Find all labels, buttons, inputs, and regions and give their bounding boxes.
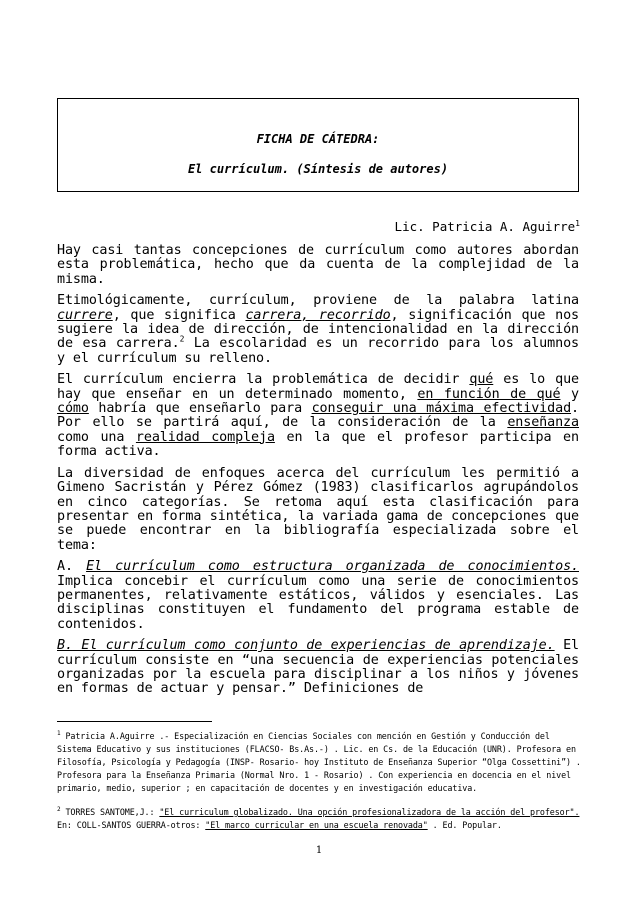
text-run: es lo que hay que enseñar en un determinado momento, [57, 372, 580, 402]
text-run: El currículum encierra la problemática de decidir [57, 372, 470, 388]
underlined-realidad: realidad compleja [135, 429, 275, 445]
text-run: Etimológicamente, currículum, proviene de la palabra latina [57, 293, 579, 309]
footnote-2 [57, 803, 581, 832]
author-name: Lic. Patricia A. Aguirre [394, 219, 576, 234]
underlined-ensenanza: enseñanza [507, 415, 579, 431]
footnotes [57, 727, 581, 840]
footnote-1-number: 1 [57, 730, 61, 737]
section-a-letter: A. [57, 559, 87, 575]
footnote-divider [57, 721, 212, 722]
section-b-text: El currículum consiste en “una secuencia de experiencias potenciales organizadas por la escuela para disciplinar a los niños y jóvenes en formas de actuar y pensar.” Definiciones de [57, 638, 579, 697]
paragraph-diversity: La diversidad de enfoques acerca del currículum les permitió a Gimeno Sacristán y Pérez Gómez (1983) clasificarlos agrupándolos en cinco categorías. Se retoma aquí esta clasificación para presentar en forma sintética, la variada gama de concepciones que se puede encontrar en la bibliografía especializada sobre el tema: [57, 465, 579, 553]
footnote-2-number: 2 [57, 805, 61, 813]
title-box [57, 98, 579, 192]
text-run: TORRES SANTOME,J.: [60, 806, 160, 817]
underlined-que: qué [469, 372, 494, 388]
footnote-1-text: Patricia A.Aguirre .- Especialización en Ciencias Sociales con mención en Gestión y Conducción del Sistema Educativo y sus instituciones (FLACSO- Bs.As.-) . Lic. en Cs. de la Educación (UNR). Profesora en Filosofía, Psicología y Pedagogía (INSP- Rosario- hoy Instituto de Enseñanza Superior “Olga Cossettini”) . Profesora para la Enseñanza Primaria (Normal Nro. 1 - Rosario) . Con experiencia en docencia en el nivel primario, medio, superior ; en capacitación de docentes y en investigación educativa. [57, 730, 581, 793]
section-a-title: El currículum como estructura organizada de conocimientos. [86, 559, 579, 575]
section-b [57, 639, 579, 697]
paragraph-intro: Hay casi tantas concepciones de currículum como autores abordan esta problemática, hecho que da cuenta de la complejidad de la misma. [57, 243, 579, 287]
text-run: habría que enseñarlo para [88, 401, 312, 417]
text-run: como una [57, 429, 136, 445]
section-a-text: Implica concebir el currículum como una serie de conocimientos permanentes, relativamente estáticos, válidos y esenciales. Las disciplinas constituyen el fundamento del programa estable de contenidos. [57, 573, 579, 632]
underlined-como: cómo [57, 401, 89, 417]
author-line [395, 219, 580, 234]
text-run: , significación que nos sugiere la idea de dirección, de intencionalidad en la dirección de esa carrera. [57, 307, 579, 352]
emphasis-currere: currere [57, 307, 113, 323]
text-run: , que significa [112, 307, 246, 323]
footnote-ref-2: 2 [179, 334, 185, 344]
underlined-conseguir: conseguir una máxima efectividad [311, 401, 572, 417]
paragraph-etymology [57, 294, 579, 366]
text-run: . Por ello se partirá aquí, de la consideración de la [57, 401, 579, 431]
underlined-funcion: en función de qué [417, 386, 561, 402]
emphasis-carrera: carrera, recorrido [245, 307, 391, 323]
document-title: FICHA DE CÁTEDRA: [256, 132, 380, 146]
text-run: y [560, 386, 579, 402]
text-run: en la que el profesor participa en forma activa. [57, 429, 579, 460]
footnote-2-book-title: "El curriculum globalizado. Una opción profesionalizadora de la acción del profesor". [159, 806, 580, 817]
page-number: 1 [315, 845, 323, 856]
text-run: En: COLL-SANTOS GUERRA-otros: [57, 819, 206, 830]
body-text [57, 244, 579, 704]
section-b-title: B. El currículum como conjunto de experiencias de aprendizaje. [57, 638, 555, 654]
paragraph-problem [57, 373, 579, 459]
footnote-1 [57, 727, 581, 795]
text-run: . Ed. Popular. [427, 819, 502, 830]
footnote-ref-1: 1 [575, 218, 580, 228]
section-a [57, 560, 579, 632]
text-run: La escolaridad es un recorrido para los alumnos y el currículum su relleno. [57, 336, 579, 366]
document-subtitle: El currículum. (Síntesis de autores) [187, 162, 449, 176]
footnote-2-book-title-2: "El marco curricular en una escuela renovada" [205, 819, 428, 830]
